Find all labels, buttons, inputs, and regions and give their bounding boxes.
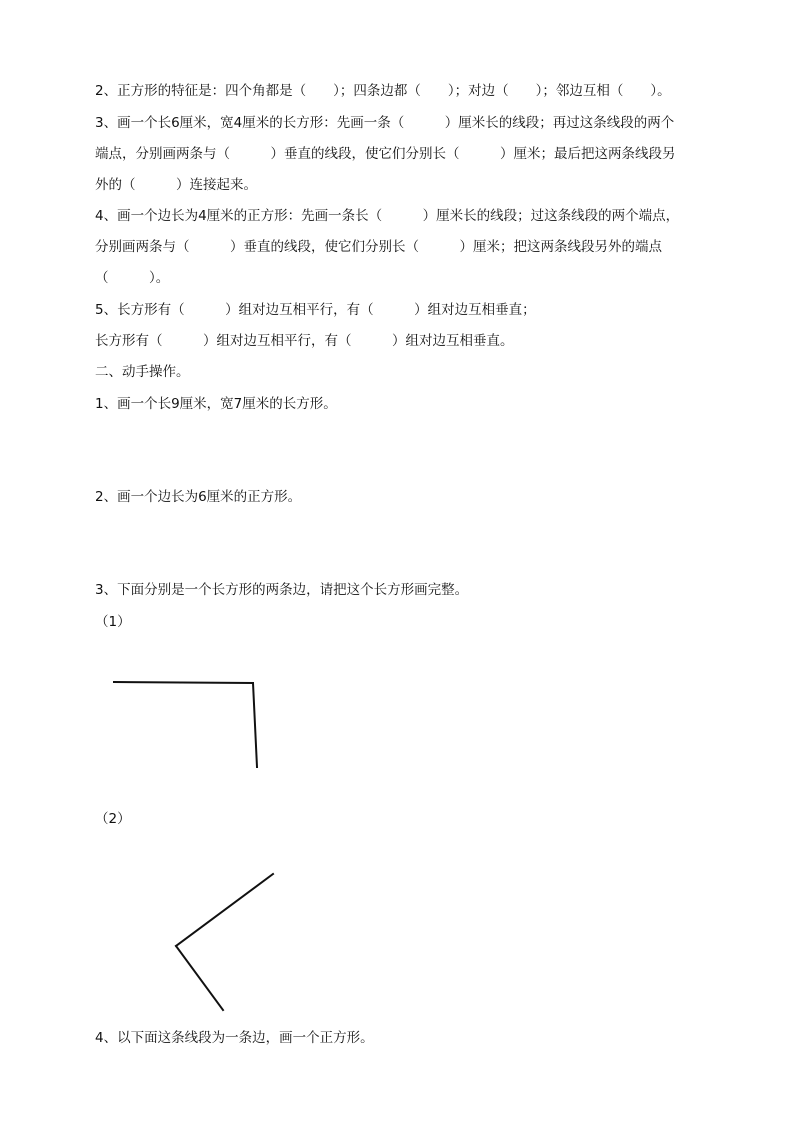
operation-1: 1、画一个长9厘米，宽7厘米的长方形。 [95, 396, 337, 412]
question-3-line-3: 外的（ ）连接起来。 [95, 177, 257, 193]
figure-1-right-side [253, 683, 257, 767]
figure-2-lower-side [176, 946, 223, 1010]
question-4-line-1: 4、画一个边长为4厘米的正方形：先画一条长（ ）厘米长的线段；过这条线段的两个端点， [95, 208, 680, 224]
question-4-line-2: 分别画两条与（ ）垂直的线段，使它们分别长（ ）厘米；把这两条线段另外的端点 [95, 239, 662, 255]
operation-3: 3、下面分别是一个长方形的两条边，请把这个长方形画完整。 [95, 582, 469, 598]
figure-1-top-side [114, 682, 253, 683]
question-3-line-2: 端点，分别画两条与（ ）垂直的线段，使它们分别长（ ）厘米；最后把这两条线段另 [95, 146, 676, 162]
figure-2-upper-side [176, 874, 273, 946]
question-3-line-1: 3、画一个长6厘米，宽4厘米的长方形：先画一条（ ）厘米长的线段；再过这条线段的两个 [95, 115, 675, 131]
question-5-line-2: 长方形有（ ）组对边互相平行，有（ ）组对边互相垂直。 [95, 333, 514, 349]
question-2: 2、正方形的特征是：四个角都是（ ）；四条边都（ ）；对边（ ）；邻边互相（ ）。 [95, 83, 671, 99]
operation-4: 4、以下面这条线段为一条边，画一个正方形。 [95, 1030, 374, 1046]
question-5-line-1: 5、长方形有（ ）组对边互相平行，有（ ）组对边互相垂直； [95, 302, 536, 318]
operation-2: 2、画一个边长为6厘米的正方形。 [95, 489, 302, 505]
operation-3-part-2-label: （2） [95, 811, 131, 827]
rectangle-sides-figure-1 [114, 682, 257, 767]
operation-3-part-1-label: （1） [95, 614, 131, 630]
rectangle-sides-figure-2 [176, 874, 273, 1010]
section-2-heading: 二、动手操作。 [95, 364, 190, 380]
question-4-line-3: （ ）。 [95, 270, 170, 286]
